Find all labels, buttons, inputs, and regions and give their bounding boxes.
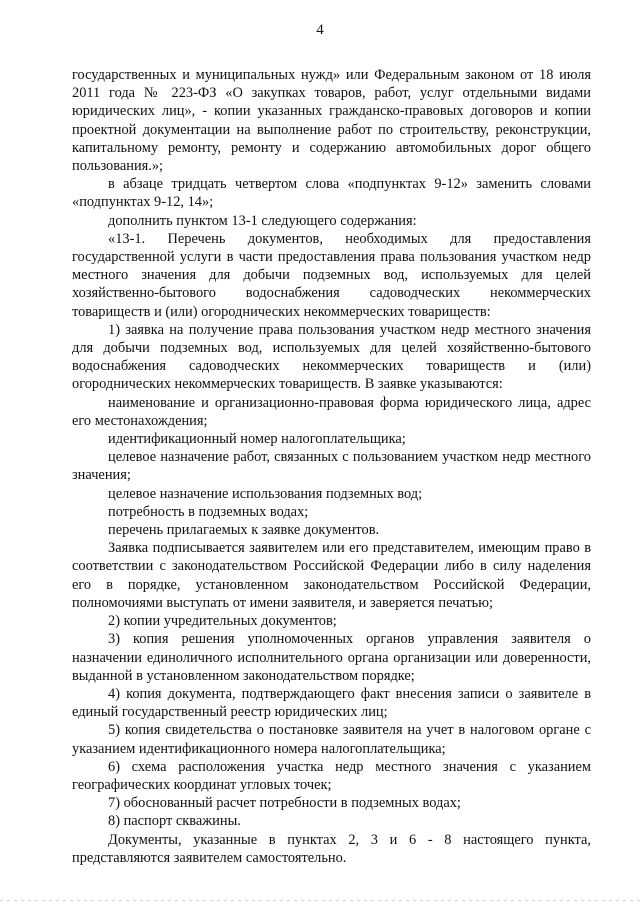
scan-edge-artifact — [0, 900, 640, 901]
list-item-4-state-register-record: 4) копия документа, подтверждающего факт внесения записи о заявителе в единый государственный реестр юридических лиц; — [72, 685, 591, 721]
paragraph-item-13-1-heading: «13-1. Перечень документов, необходимых для предоставления государственной услуги в части предоставления права пользования участком недр местного значения для добычи подземных вод, используемых для целей хозяйственно-бытового водоснабжения садоводческих некоммерческих товариществ и (или) огороднических некоммерческих товариществ: — [72, 230, 591, 320]
application-field-work-purpose: целевое назначение работ, связанных с пользованием участком недр местного значения; — [72, 449, 591, 484]
paragraph-procurement-law-continuation: государственных и муниципальных нужд» или Федеральным законом от 18 июля 2011 года № 223-ФЗ «О закупках товаров, работ, услуг отдельными видами юридических лиц», - копии указанных гражданско-правовых договоров и копии проектной документации на выполнение работ по строительству, реконструкции, капитальному ремонту, ремонту и содержанию автомобильных дорог общего пользования.»; — [72, 67, 591, 175]
page-number: 4 — [316, 22, 324, 38]
application-field-tax-id: идентификационный номер налогоплательщика; — [108, 431, 406, 448]
paragraph-application-signing: Заявка подписывается заявителем или его представителем, имеющим право в соответствии с законодательством Российской Федерации либо в силу наделения его в порядке, установленном законодательством Российской Федерации, полномочиями выступать от имени заявителя, и заверяется печатью; — [72, 540, 591, 611]
list-item-1-application: 1) заявка на получение права пользования участком недр местного значения для добычи подземных вод, используемых для целей хозяйственно-бытового водоснабжения садоводческих некоммерческих товариществ и (или) огороднических некоммерческих товариществ. В заявке указываются: — [72, 321, 591, 393]
list-item-5-tax-registration: 5) копия свидетельства о постановке заявителя на учет в налоговом органе с указанием идентификационного номера налогоплательщика; — [72, 722, 591, 757]
paragraph-add-item-13-1: дополнить пунктом 13-1 следующего содержания: — [108, 212, 417, 229]
list-item-3-executive-appointment: 3) копия решения уполномоченных органов управления заявителя о назначении единоличного исполнительного органа организации или доверенности, выданной в установленном законодательством порядке; — [72, 631, 591, 684]
list-item-8-well-passport: 8) паспорт скважины. — [108, 813, 241, 830]
paragraph-amendment-34th-abzac: в абзаце тридцать четвертом слова «подпунктах 9-12» заменить словами «подпунктах 9-12, 14»; — [72, 176, 591, 211]
paragraph-documents-submitted-by-applicant: Документы, указанные в пунктах 2, 3 и 6 - 8 настоящего пункта, представляются заявителем самостоятельно. — [72, 831, 591, 866]
list-item-2-founding-documents: 2) копии учредительных документов; — [108, 613, 337, 630]
application-field-name-and-address: наименование и организационно-правовая форма юридического лица, адрес его местонахождения; — [72, 394, 591, 429]
application-field-attachments-list: перечень прилагаемых к заявке документов. — [108, 522, 380, 539]
application-field-water-use-purpose: целевое назначение использования подземных вод; — [108, 485, 423, 502]
document-body — [72, 66, 591, 867]
list-item-7-demand-calculation: 7) обоснованный расчет потребности в подземных водах; — [108, 795, 461, 812]
application-field-water-demand: потребность в подземных водах; — [108, 503, 309, 520]
list-item-6-site-scheme: 6) схема расположения участка недр местного значения с указанием географических координат угловых точек; — [72, 758, 591, 793]
